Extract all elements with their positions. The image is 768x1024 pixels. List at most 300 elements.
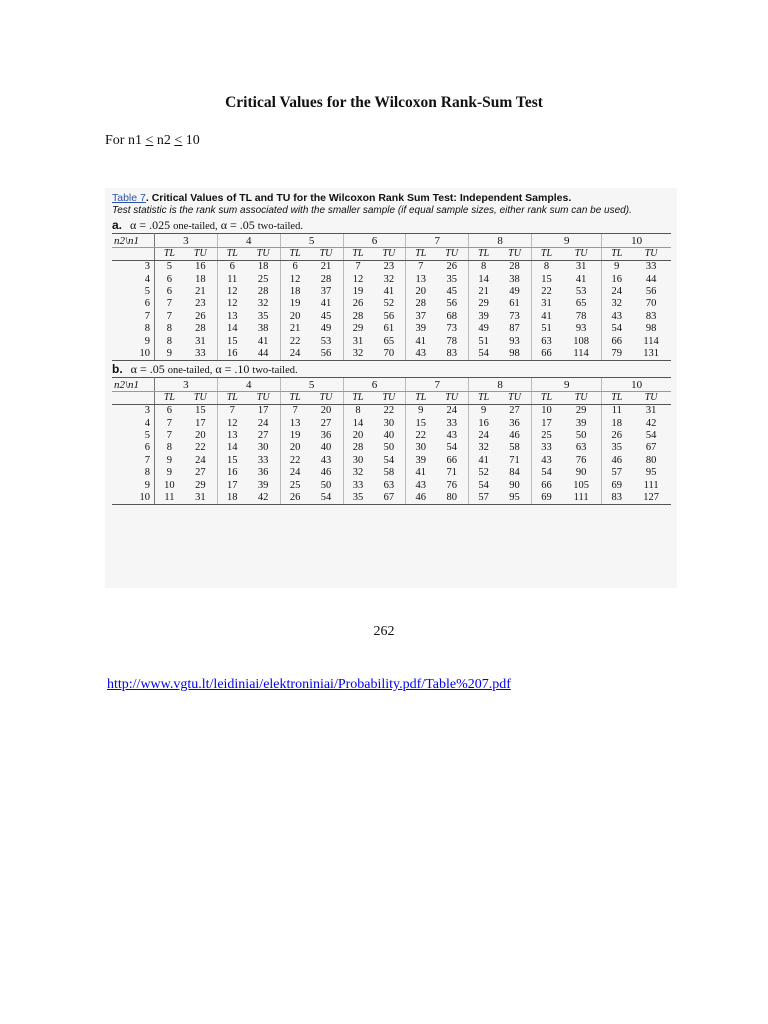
tu-cell: 56 xyxy=(310,348,344,361)
n-header: n2\n1 xyxy=(112,234,155,248)
tl-cell: 46 xyxy=(602,455,631,467)
n2-cell: 3 xyxy=(112,405,155,418)
table-row xyxy=(112,286,671,298)
tu-cell: 27 xyxy=(509,405,520,417)
tu-cell: 90 xyxy=(509,479,520,491)
tl-cell: 12 xyxy=(217,298,246,310)
tu-cell: 54 xyxy=(645,430,657,442)
tu-cell: 44 xyxy=(247,348,281,361)
n2-cell: 9 xyxy=(112,335,155,347)
tl-cell: 22 xyxy=(280,455,309,467)
tl-header: TL xyxy=(155,248,184,261)
tl-cell: 7 xyxy=(166,430,173,442)
tl-cell: 26 xyxy=(343,298,372,310)
one-tailed-label: one-tailed, xyxy=(173,221,218,232)
tu-header: TU xyxy=(498,248,532,261)
tu-cell: 71 xyxy=(509,454,520,466)
tu-header: TU xyxy=(184,248,218,261)
tl-header: TL xyxy=(469,392,498,405)
one-tailed-label: one-tailed, xyxy=(167,365,213,377)
tu-cell: 93 xyxy=(509,335,520,347)
alpha-one-tailed: α = .025 xyxy=(130,218,171,232)
tl-cell: 11 xyxy=(602,405,631,418)
tu-cell: 50 xyxy=(383,442,395,454)
tl-cell: 26 xyxy=(280,492,309,505)
tl-cell: 15 xyxy=(217,455,246,467)
tl-cell: 16 xyxy=(217,467,246,479)
tl-cell: 28 xyxy=(343,311,372,323)
table-row xyxy=(112,479,671,491)
tl-cell: 51 xyxy=(469,335,498,347)
n-header: n2\n1 xyxy=(112,378,155,392)
tl-cell: 57 xyxy=(469,492,498,505)
tu-cell: 95 xyxy=(645,467,657,479)
tu-cell: 50 xyxy=(575,430,587,442)
tl-cell: 6 xyxy=(166,285,173,297)
tu-cell: 105 xyxy=(573,479,589,491)
tu-cell: 73 xyxy=(446,323,457,335)
tu-cell: 131 xyxy=(631,348,671,361)
tu-cell: 111 xyxy=(561,492,602,505)
tl-cell: 9 xyxy=(166,454,173,466)
table-row xyxy=(112,348,671,361)
tu-cell: 41 xyxy=(320,298,332,310)
tl-cell: 8 xyxy=(166,335,173,347)
tu-cell: 28 xyxy=(195,323,206,335)
range-note xyxy=(105,133,200,149)
tl-cell: 18 xyxy=(280,286,309,298)
tu-cell: 66 xyxy=(446,454,457,466)
tu-cell: 24 xyxy=(257,417,269,429)
tu-cell: 42 xyxy=(247,492,281,505)
tu-cell: 87 xyxy=(509,323,520,335)
tl-cell: 30 xyxy=(406,442,435,454)
tl-cell: 16 xyxy=(469,418,498,430)
tl-header: TL xyxy=(532,392,561,405)
tu-header: TU xyxy=(561,248,602,261)
tl-header: TL xyxy=(217,392,246,405)
header-row-t xyxy=(112,248,671,261)
tl-cell: 33 xyxy=(343,479,372,491)
tl-cell: 15 xyxy=(406,418,435,430)
page-title: Critical Values for the Wilcoxon Rank-Sum Test xyxy=(225,94,543,111)
n2-cell: 7 xyxy=(112,311,155,323)
tu-header: TU xyxy=(310,392,344,405)
n1-header: 7 xyxy=(406,234,469,248)
tu-cell: 29 xyxy=(195,479,206,491)
tl-cell: 25 xyxy=(280,479,309,491)
tu-cell: 45 xyxy=(320,310,332,322)
tu-cell: 80 xyxy=(645,454,657,466)
tu-cell: 26 xyxy=(446,261,457,273)
tl-cell: 24 xyxy=(469,430,498,442)
tu-cell: 24 xyxy=(446,405,457,417)
tl-cell: 26 xyxy=(602,430,631,442)
section-letter: a. xyxy=(112,218,123,232)
tl-cell: 6 xyxy=(280,261,309,274)
tl-cell: 18 xyxy=(602,418,631,430)
tu-cell: 56 xyxy=(383,310,395,322)
n1-header: 9 xyxy=(532,234,602,248)
tl-cell: 20 xyxy=(406,286,435,298)
tl-cell: 14 xyxy=(217,323,246,335)
n2-cell: 6 xyxy=(112,442,155,454)
tu-cell: 54 xyxy=(446,442,457,454)
n2-cell: 10 xyxy=(112,348,155,361)
tu-cell: 84 xyxy=(509,467,520,479)
tl-cell: 13 xyxy=(217,430,246,442)
tu-cell: 27 xyxy=(320,417,332,429)
tu-cell: 33 xyxy=(645,261,657,273)
tl-cell: 31 xyxy=(532,298,561,310)
tl-cell: 57 xyxy=(602,467,631,479)
table-row xyxy=(112,418,671,430)
tu-cell: 33 xyxy=(257,454,269,466)
tu-cell: 54 xyxy=(383,454,395,466)
tu-cell: 24 xyxy=(195,454,206,466)
tl-cell: 28 xyxy=(343,442,372,454)
n1-header: 6 xyxy=(343,234,406,248)
n1-header: 10 xyxy=(602,234,671,248)
tu-cell: 17 xyxy=(257,405,269,417)
tl-header: TL xyxy=(532,248,561,261)
tu-cell: 28 xyxy=(257,285,269,297)
table-caption: . Critical Values of TL and TU for the Wilcoxon Rank Sum Test: Independent Samples. xyxy=(145,192,572,204)
tu-cell: 40 xyxy=(383,430,395,442)
tu-cell: 98 xyxy=(498,348,532,361)
tl-cell: 16 xyxy=(602,273,631,285)
tl-cell: 17 xyxy=(532,418,561,430)
table-number-link[interactable]: Table 7 xyxy=(112,192,146,204)
tu-cell: 30 xyxy=(383,417,395,429)
tu-cell: 18 xyxy=(257,261,269,273)
tl-cell: 66 xyxy=(602,335,631,347)
tu-cell: 80 xyxy=(435,492,469,505)
tu-cell: 39 xyxy=(257,479,269,491)
tl-cell: 8 xyxy=(166,442,173,454)
tu-cell: 35 xyxy=(446,273,457,285)
n2-cell: 10 xyxy=(112,492,155,505)
tu-cell: 65 xyxy=(575,298,587,310)
tu-cell: 114 xyxy=(643,335,659,347)
tu-cell: 18 xyxy=(195,273,206,285)
tu-cell: 78 xyxy=(446,335,457,347)
tl-cell: 10 xyxy=(164,479,175,491)
tl-cell: 83 xyxy=(602,492,631,505)
n1-header: 4 xyxy=(217,234,280,248)
tl-cell: 24 xyxy=(280,348,309,361)
tl-cell: 37 xyxy=(406,311,435,323)
tu-cell: 32 xyxy=(383,273,395,285)
tu-cell: 44 xyxy=(645,273,657,285)
tu-header: TU xyxy=(372,248,406,261)
tu-cell: 127 xyxy=(631,492,671,505)
tl-cell: 32 xyxy=(343,348,372,361)
header-row-n1 xyxy=(112,234,671,248)
two-tailed-label: two-tailed. xyxy=(257,221,303,232)
table-sections xyxy=(112,218,671,505)
n2-cell: 7 xyxy=(112,455,155,467)
tu-cell: 37 xyxy=(320,285,332,297)
tu-cell: 68 xyxy=(446,310,457,322)
tl-cell: 32 xyxy=(469,442,498,454)
tu-cell: 56 xyxy=(645,285,657,297)
tl-cell: 14 xyxy=(343,418,372,430)
tu-cell: 61 xyxy=(383,323,395,335)
n1-header: 4 xyxy=(217,378,280,392)
tu-header: TU xyxy=(372,392,406,405)
tu-cell: 33 xyxy=(446,417,457,429)
tl-cell: 20 xyxy=(280,311,309,323)
tl-cell: 12 xyxy=(217,286,246,298)
tl-header: TL xyxy=(280,248,309,261)
tu-cell: 36 xyxy=(320,430,332,442)
tl-cell: 46 xyxy=(406,492,435,505)
tu-cell: 61 xyxy=(509,298,520,310)
tu-cell: 95 xyxy=(498,492,532,505)
tu-cell: 70 xyxy=(372,348,406,361)
tl-cell: 43 xyxy=(602,311,631,323)
tu-cell: 46 xyxy=(509,430,520,442)
tl-header: TL xyxy=(406,392,435,405)
tu-cell: 111 xyxy=(643,479,659,491)
tl-cell: 7 xyxy=(166,298,173,310)
tl-cell: 35 xyxy=(343,492,372,505)
n1-header: 3 xyxy=(155,234,218,248)
tu-cell: 63 xyxy=(575,442,587,454)
tu-cell: 21 xyxy=(320,261,332,273)
tu-cell: 54 xyxy=(310,492,344,505)
section-letter: b. xyxy=(112,362,123,377)
critical-values-table xyxy=(112,377,671,505)
table-row xyxy=(112,405,671,418)
wilcoxon-table-image xyxy=(105,188,677,588)
tu-cell: 31 xyxy=(195,335,206,347)
tl-cell: 29 xyxy=(343,323,372,335)
header-row-n1 xyxy=(112,378,671,392)
tl-cell: 41 xyxy=(406,335,435,347)
tu-cell: 50 xyxy=(320,479,332,491)
tu-header: TU xyxy=(184,392,218,405)
section-label xyxy=(112,218,671,233)
tu-cell: 43 xyxy=(320,454,332,466)
tl-cell: 29 xyxy=(469,298,498,310)
tu-cell: 28 xyxy=(320,273,332,285)
table-inner xyxy=(105,188,677,505)
tu-cell: 20 xyxy=(320,405,332,417)
tl-cell: 20 xyxy=(343,430,372,442)
tl-header: TL xyxy=(602,248,631,261)
tl-cell: 9 xyxy=(406,405,435,418)
tl-header: TL xyxy=(406,248,435,261)
tu-cell: 23 xyxy=(383,261,395,273)
tl-cell: 39 xyxy=(469,311,498,323)
n1-header: 7 xyxy=(406,378,469,392)
tl-header: TL xyxy=(343,248,372,261)
tu-header: TU xyxy=(310,248,344,261)
tu-cell: 49 xyxy=(509,285,520,297)
table-row xyxy=(112,467,671,479)
tu-header: TU xyxy=(561,392,602,405)
tu-cell: 49 xyxy=(320,323,332,335)
tu-cell: 23 xyxy=(195,298,206,310)
table-row xyxy=(112,323,671,335)
tl-cell: 66 xyxy=(532,348,561,361)
table-row xyxy=(112,335,671,347)
tl-cell: 39 xyxy=(406,455,435,467)
tl-cell: 30 xyxy=(343,455,372,467)
n2-cell: 9 xyxy=(112,479,155,491)
range-prefix: For n1 xyxy=(105,133,146,148)
n2-cell: 8 xyxy=(112,467,155,479)
tl-cell: 13 xyxy=(406,273,435,285)
less-equal-sign: < xyxy=(174,133,183,148)
table-row xyxy=(112,455,671,467)
table-row xyxy=(112,442,671,454)
tl-cell: 51 xyxy=(532,323,561,335)
tu-cell: 22 xyxy=(383,405,395,417)
tl-cell: 14 xyxy=(217,442,246,454)
tl-cell: 41 xyxy=(532,311,561,323)
tu-cell: 83 xyxy=(645,310,657,322)
header-row-t xyxy=(112,392,671,405)
tl-cell: 11 xyxy=(155,492,184,505)
tu-cell: 108 xyxy=(573,335,589,347)
tu-cell: 36 xyxy=(257,467,269,479)
tl-cell: 7 xyxy=(166,417,173,429)
tu-cell: 40 xyxy=(320,442,332,454)
tu-cell: 63 xyxy=(383,479,395,491)
tl-cell: 22 xyxy=(406,430,435,442)
tu-cell: 93 xyxy=(575,323,587,335)
table-row xyxy=(112,298,671,310)
tl-cell: 79 xyxy=(602,348,631,361)
tl-cell: 54 xyxy=(532,467,561,479)
tl-cell: 43 xyxy=(406,479,435,491)
tu-header: TU xyxy=(435,392,469,405)
tl-cell: 11 xyxy=(217,273,246,285)
tl-cell: 41 xyxy=(469,455,498,467)
tu-header: TU xyxy=(631,248,671,261)
tu-cell: 52 xyxy=(383,298,395,310)
tu-cell: 76 xyxy=(446,479,457,491)
tl-cell: 8 xyxy=(469,261,498,274)
tu-cell: 29 xyxy=(575,405,587,417)
range-mid: n2 xyxy=(153,133,175,148)
tl-cell: 8 xyxy=(343,405,372,418)
tl-cell: 35 xyxy=(602,442,631,454)
n1-header: 9 xyxy=(532,378,602,392)
tu-cell: 83 xyxy=(435,348,469,361)
tl-header: TL xyxy=(343,392,372,405)
tl-cell: 14 xyxy=(469,273,498,285)
tl-cell: 6 xyxy=(166,273,173,285)
n2-cell: 4 xyxy=(112,273,155,285)
tu-cell: 28 xyxy=(509,261,520,273)
blank-header xyxy=(112,392,155,405)
tl-cell: 43 xyxy=(406,348,435,361)
source-link[interactable]: http://www.vgtu.lt/leidiniai/elektroniniai/Probability.pdf/Table%207.pdf xyxy=(107,677,511,692)
tl-cell: 13 xyxy=(280,418,309,430)
tu-cell: 26 xyxy=(195,310,206,322)
less-equal-sign: < xyxy=(145,133,154,148)
tl-cell: 54 xyxy=(469,348,498,361)
tu-cell: 25 xyxy=(257,273,269,285)
n1-header: 3 xyxy=(155,378,218,392)
tl-cell: 52 xyxy=(469,467,498,479)
tu-cell: 76 xyxy=(575,454,587,466)
n1-header: 6 xyxy=(343,378,406,392)
tl-cell: 12 xyxy=(280,273,309,285)
tl-cell: 24 xyxy=(602,286,631,298)
table-row xyxy=(112,430,671,442)
tu-cell: 21 xyxy=(195,285,206,297)
two-tailed-label: two-tailed. xyxy=(252,365,298,377)
n2-cell: 6 xyxy=(112,298,155,310)
tl-cell: 19 xyxy=(343,286,372,298)
tl-cell: 54 xyxy=(602,323,631,335)
tu-cell: 38 xyxy=(257,323,269,335)
tl-cell: 7 xyxy=(343,261,372,274)
tu-cell: 33 xyxy=(184,348,218,361)
tu-cell: 45 xyxy=(446,285,457,297)
tu-cell: 17 xyxy=(195,417,206,429)
tl-cell: 5 xyxy=(166,261,173,273)
tu-cell: 20 xyxy=(195,430,206,442)
table-description: Test statistic is the rank sum associated with the smaller sample (if equal sample sizes, either rank sum can be used). xyxy=(112,205,632,216)
tl-cell: 7 xyxy=(217,405,246,418)
tl-cell: 8 xyxy=(532,261,561,274)
alpha-one-tailed: α = .05 xyxy=(130,362,165,377)
tl-cell: 39 xyxy=(406,323,435,335)
tl-cell: 32 xyxy=(602,298,631,310)
tl-cell: 15 xyxy=(217,335,246,347)
tu-cell: 58 xyxy=(509,442,520,454)
tu-cell: 15 xyxy=(195,405,206,417)
tu-cell: 65 xyxy=(383,335,395,347)
tu-cell: 41 xyxy=(383,285,395,297)
tu-cell: 67 xyxy=(372,492,406,505)
tu-cell: 42 xyxy=(645,417,657,429)
tl-cell: 9 xyxy=(155,348,184,361)
tl-cell: 8 xyxy=(166,323,173,335)
n2-cell: 5 xyxy=(112,430,155,442)
tl-cell: 24 xyxy=(280,467,309,479)
tu-cell: 71 xyxy=(446,467,457,479)
table-row xyxy=(112,261,671,274)
tl-cell: 9 xyxy=(469,405,498,418)
tu-header: TU xyxy=(498,392,532,405)
tl-cell: 19 xyxy=(280,430,309,442)
tl-cell: 41 xyxy=(406,467,435,479)
tl-cell: 17 xyxy=(217,479,246,491)
tl-cell: 69 xyxy=(602,479,631,491)
tl-cell: 43 xyxy=(532,455,561,467)
tu-header: TU xyxy=(247,248,281,261)
tl-header: TL xyxy=(469,248,498,261)
table-heading xyxy=(112,192,671,205)
tl-cell: 7 xyxy=(166,310,173,322)
tl-cell: 32 xyxy=(343,467,372,479)
n1-header: 5 xyxy=(280,234,343,248)
tu-cell: 114 xyxy=(561,348,602,361)
tu-cell: 78 xyxy=(575,310,587,322)
tl-cell: 22 xyxy=(280,335,309,347)
tu-cell: 30 xyxy=(257,442,269,454)
n1-header: 8 xyxy=(469,234,532,248)
tu-cell: 56 xyxy=(446,298,457,310)
tl-cell: 49 xyxy=(469,323,498,335)
